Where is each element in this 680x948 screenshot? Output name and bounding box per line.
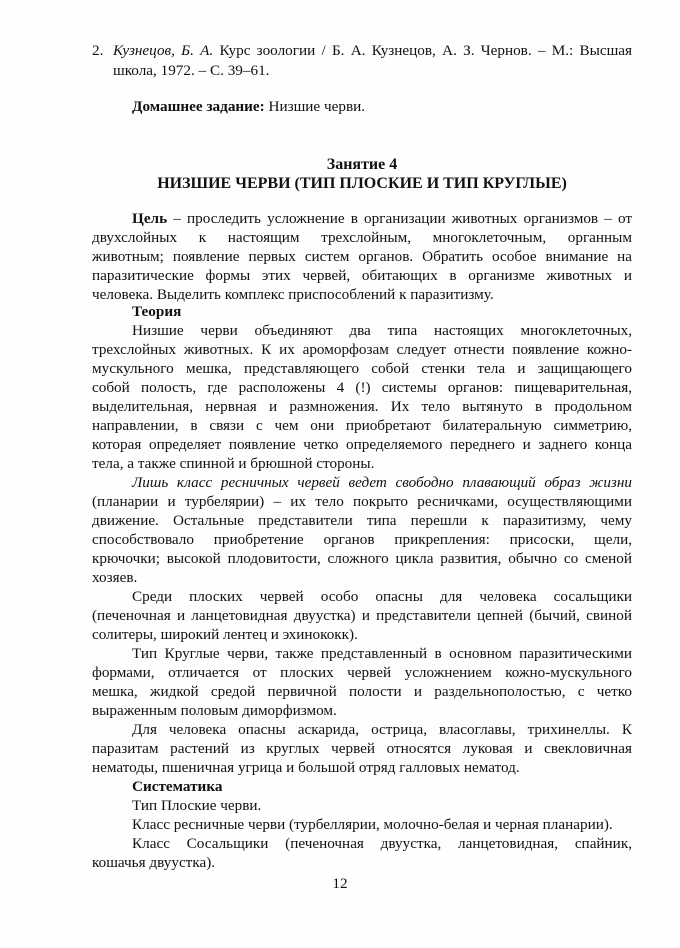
text-line: солитеры, широкий лентец и эхинококк). (92, 626, 358, 643)
text-line: движение. Остальные представители типа перешли к паразитизму, чему (92, 512, 632, 529)
text-line: тела, а также спинной и брюшной стороны. (92, 455, 375, 472)
text-line: трехслойных животных. К их ароморфозам следует отнести появление кожно- (92, 341, 632, 358)
text-line: выраженным половым диморфизмом. (92, 702, 337, 719)
text-line: Для человека опасны аскарида, острица, власоглавы, трихинеллы. К (132, 721, 632, 738)
text-line: собой полость, где расположены 4 (!) системы органов: пищеварительная, (92, 379, 632, 396)
homework-text: Низшие черви. (268, 98, 366, 115)
text-line: формами, отличается от плоских червей усложнением кожно-мускульного (92, 664, 632, 681)
theory-heading: Теория (132, 303, 182, 320)
text-line: (печеночная и ланцетовидная двуустка) и представители цепней (бычий, свиной (92, 607, 632, 624)
reference-text: Курс зоологии / Б. А. Кузнецов, А. З. Чернов. – М.: Высшая (219, 42, 633, 59)
text-line: паразитам растений из круглых червей относятся луковая и свекловичная (92, 740, 632, 757)
reference-line-2: школа, 1972. – С. 39–61. (113, 62, 270, 79)
goal-line: человека. Выделить комплекс приспособлений к паразитизму. (92, 286, 494, 303)
systematics-heading: Систематика (132, 778, 223, 795)
text-line: выделительная, нервная и размножения. Их тело вытянуто в продольном (92, 398, 632, 415)
systematics-line: Тип Плоские черви. (132, 797, 262, 814)
homework-label: Домашнее задание: (132, 98, 265, 115)
homework (132, 97, 632, 116)
text-line: Тип Круглые черви, также представленный в основном паразитическими (132, 645, 632, 662)
goal-label: Цель (132, 210, 168, 227)
text-line: крючочки; высокой плодовитости, сложного цикла развития, обычно со сменой (92, 550, 632, 567)
reference-line-1 (113, 41, 632, 60)
text-line-italic: Лишь класс ресничных червей ведет свободно плавающий образ жизни (132, 474, 632, 491)
goal-line: двухслойных к настоящим трехслойным, многоклеточным, органным (92, 229, 632, 246)
page-number: 12 (332, 875, 348, 892)
reference-number: 2. (92, 42, 104, 59)
systematics-line: Класс Сосальщики (печеночная двуустка, ланцетовидная, спайник, (132, 835, 632, 852)
text-line: которая определяет появление четко определяемого переднего и заднего конца (92, 436, 632, 453)
goal-line: паразитические формы этих червей, обитающих в организме животных и (92, 267, 632, 284)
reference-author: Кузнецов, Б. А. (113, 42, 214, 59)
systematics-line: кошачья двуустка). (92, 854, 216, 871)
goal-text: – проследить усложнение в организации животных организмов – от (173, 210, 633, 227)
lesson-title: НИЗШИЕ ЧЕРВИ (ТИП ПЛОСКИЕ И ТИП КРУГЛЫЕ) (157, 175, 567, 192)
systematics-line: Класс ресничные черви (турбеллярии, молочно-белая и черная планарии). (132, 816, 613, 833)
text-line: мешка, жидкой средой первичной полости и раздельнополостью, с четко (92, 683, 632, 700)
text-line: мускульного мешка, представляющего собой стенки тела и защищающего (92, 360, 632, 377)
text-line: направлении, в связи с чем они приобретают билатеральную симметрию, (92, 417, 632, 434)
goal-line: животным; появление первых систем органов. Обратить особое внимание на (92, 248, 632, 265)
text-line: Низшие черви объединяют два типа настоящих многоклеточных, (132, 322, 632, 339)
text-line: нематоды, пшеничная угрица и большой отряд галловых нематод. (92, 759, 520, 776)
text-line: хозяев. (92, 569, 138, 586)
text-line: Среди плоских червей особо опасны для человека сосальщики (132, 588, 632, 605)
text-line: (планарии и турбелярии) – их тело покрыто ресничками, осуществляющими (92, 493, 632, 510)
text-line: способствовало приобретение органов прикрепления: присоски, щели, (92, 531, 632, 548)
lesson-number: Занятие 4 (326, 156, 398, 173)
goal-line (132, 209, 632, 228)
